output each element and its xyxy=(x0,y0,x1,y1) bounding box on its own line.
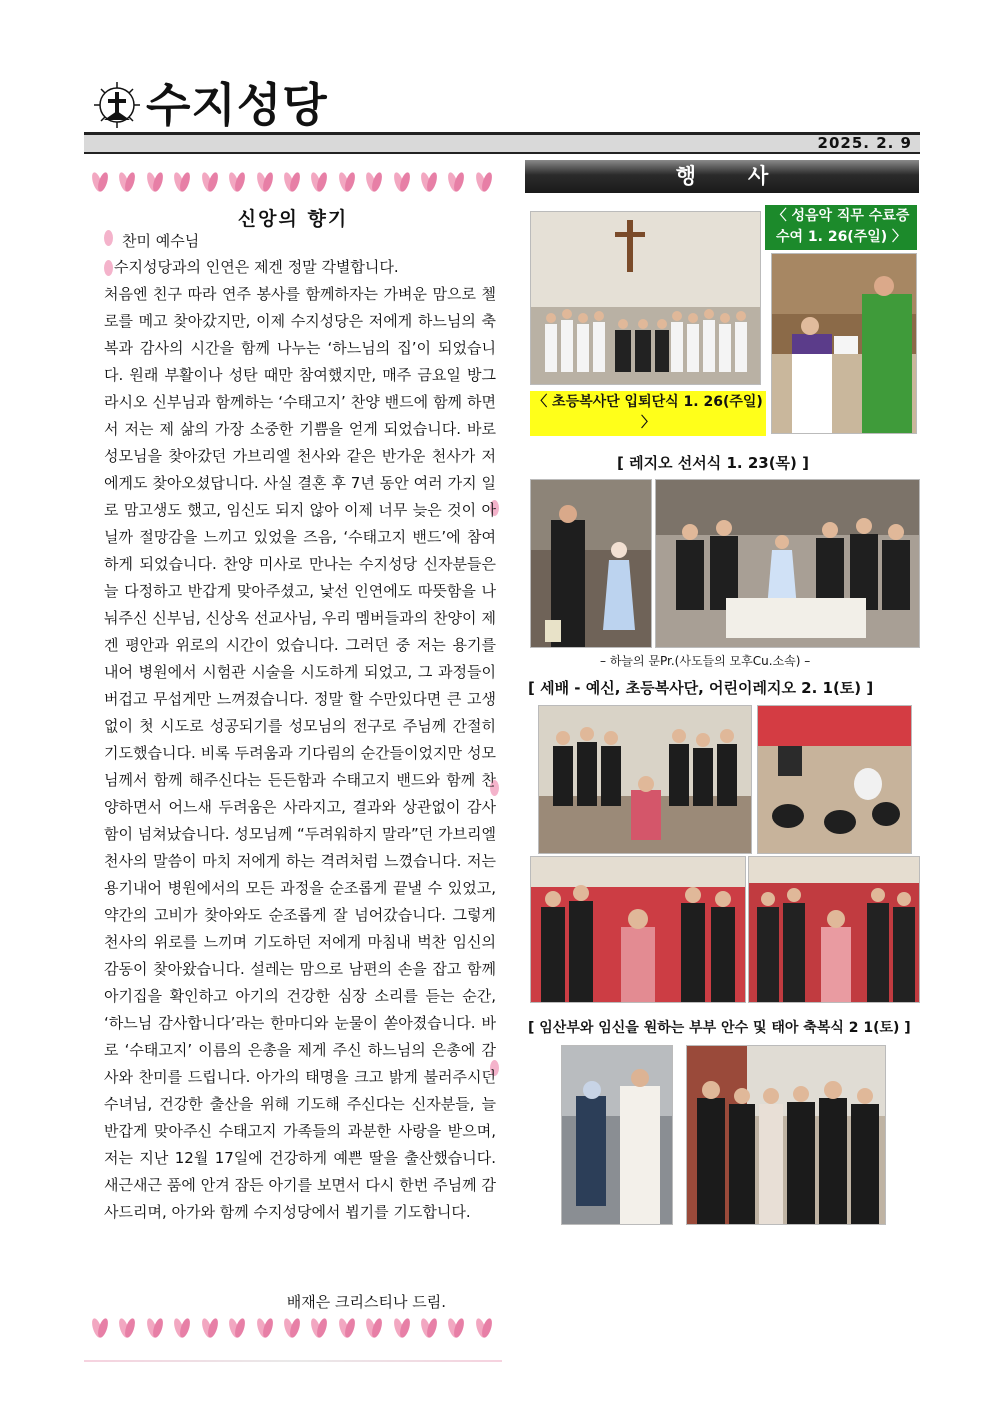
petal-icon xyxy=(174,1316,190,1342)
petal-icon xyxy=(229,170,245,196)
petal-border-top xyxy=(92,166,492,200)
petal-icon xyxy=(202,170,218,196)
photo-choir-certificate xyxy=(771,253,917,434)
petal-icon xyxy=(257,170,273,196)
essay-paragraph: 수지성당과의 인연은 제겐 정말 각별합니다. xyxy=(114,258,399,276)
essay-section xyxy=(84,160,502,1365)
petal-icon xyxy=(476,1316,492,1342)
photo-altar-servers xyxy=(530,211,761,385)
petal-icon xyxy=(257,1316,273,1342)
petal-icon xyxy=(284,170,300,196)
petal-icon xyxy=(476,170,492,196)
petal-icon xyxy=(421,170,437,196)
petal-icon xyxy=(147,170,163,196)
photo-legio-crowning xyxy=(530,479,652,648)
caption-choir-certificate: 〈 성음악 직무 수료증 수여 1. 26(주일) 〉 xyxy=(765,205,917,250)
petal-icon xyxy=(448,170,464,196)
petal-icon xyxy=(339,1316,355,1342)
petal-icon xyxy=(448,1316,464,1342)
issue-date: 2025. 2. 9 xyxy=(817,134,912,152)
petal-border-bottom xyxy=(92,1312,492,1346)
petal-icon xyxy=(174,170,190,196)
petal-icon xyxy=(104,230,113,246)
petal-icon xyxy=(119,170,135,196)
caption-legio-sub: – 하늘의 문Pr.(사도들의 모후Cu.소속) – xyxy=(600,654,811,668)
essay-body xyxy=(104,254,496,1226)
petal-icon xyxy=(229,1316,245,1342)
petal-icon xyxy=(311,1316,327,1342)
petal-icon xyxy=(92,1316,108,1342)
photo-sebae-group-1 xyxy=(538,705,752,854)
photo-legio-group xyxy=(655,479,920,648)
masthead xyxy=(84,70,920,136)
events-header-label: 행사 xyxy=(675,164,821,188)
essay-paragraph: 처음엔 친구 따라 연주 봉사를 함께하자는 가벼운 맘으로 첼로를 메고 찾아갔지만, 이제 수지성당은 저에게 하느님의 축복과 감사의 시간을 함께 나누는 ‘하느님의 집’이 되었습니다. 원래 부활이나 성탄 때만 참여했지만, 매주 금요일 방그라시오 신부님과 함께하는 ‘수태고지’ 찬양 밴드에 함께 하면서 저는 제 삶의 가장 소중한 기쁨을 얻게 되었습니다. 바로 성모님을 찾아갔던 가브리엘 천사와 같은 반가운 천사가 저에게도 찾아오셨답니다. 사실 결혼 후 7년 동안 여러 가지 일로 맘고생도 했고, 임신도 되지 않아 이제 너무 늦은 것이 아닐까 절망감을 느끼고 있었을 즈음, ‘수태고지 밴드’에 참여하게 되었습니다. 찬양 미사로 만나는 수지성당 신자분들은 늘 다정하고 반갑게 맞아주셨고, 낯선 인연에도 따뜻함을 나눠주신 신부님, 신상옥 선교사님, 우리 멤버들과의 찬양이 제겐 평안과 위로의 시간이 었습니다. 그러던 중 저는 용기를 내어 병원에서 시험관 시술을 시도하게 되었고, 그 과정들이 버겁고 무섭게만 느껴졌습니다. 정말 할 수만있다면 큰 고생 없이 첫 시도로 성공되기를 성모님의 전구로 주님께 간절히 기도했습니다. 비록 두려움과 기다림의 순간들이었지만 성모님께서 함께 해주신다는 든든함과 수태고지 밴드와 함께 찬양하면서 어느새 두려움은 사라지고, 결과와 상관없이 감사함이 넘쳐났습니다. 성모님께 “두려워하지 말라”던 가브리엘 천사의 말씀이 마치 저에게 하는 격려처럼 느꼈습니다. 저는 용기내어 병원에서의 모든 과정을 순조롭게 끝낼 수 있었고, 약간의 고비가 찾아와도 순조롭게 잘 넘어갔습니다. 그렇게 천사의 위로를 느끼며 기도하던 저에게 마침내 벅찬 임신의 감동이 찾아왔습니다. 설레는 맘으로 남편의 손을 잡고 함께 아기집을 확인하고 아기의 건강한 심장 소리를 듣는 순간, ‘하느님 감사합니다’라는 한마디와 눈물이 쏟아졌습니다. 바로 ‘수태고지’ 이름의 은총을 제게 주신 하느님의 은총에 감사와 찬미를 드립니다. 아가의 태명을 크고 밝게 불러주시던 수녀님, 건강한 출산을 위해 기도해 주신다는 신자분들, 늘 반갑게 맞아주신 수태고지 가족들의 과분한 사랑을 받으며, 저는 지난 12월 17일에 건강하게 예쁜 딸을 출산했습니다. 새근새근 품에 안겨 잠든 아기를 보면서 다시 한번 주님께 감사드리며, 아가와 함께 수지성당에서 뵙기를 기도합니다. xyxy=(104,285,496,1221)
site-title: 수지성당 xyxy=(146,78,328,132)
essay-bottom-divider xyxy=(84,1360,502,1362)
petal-icon xyxy=(366,170,382,196)
essay-signature: 배재은 크리스티나 드림. xyxy=(286,1293,446,1311)
caption-blessing: [ 임산부와 임신을 원하는 부부 안수 및 태아 축복식 2 1(토) ] xyxy=(528,1020,911,1036)
petal-icon xyxy=(284,1316,300,1342)
essay-title: 신앙의 향기 xyxy=(237,208,349,230)
petal-icon xyxy=(119,1316,135,1342)
petal-icon xyxy=(311,170,327,196)
essay-greeting: 찬미 예수님 xyxy=(122,232,200,250)
petal-icon xyxy=(394,170,410,196)
photo-sebae-group-3 xyxy=(748,856,920,1003)
caption-legio: [ 레지오 선서식 1. 23(목) ] xyxy=(617,454,809,472)
petal-icon xyxy=(339,170,355,196)
photo-sebae-group-2 xyxy=(530,856,746,1003)
photo-blessing-couples xyxy=(686,1045,886,1225)
caption-altar-servers: 〈 초등복사단 입퇴단식 1. 26(주일) 〉 xyxy=(530,391,766,436)
photo-blessing-laying-hands xyxy=(561,1045,673,1225)
petal-icon xyxy=(366,1316,382,1342)
church-cross-logo-icon xyxy=(92,80,142,130)
petal-icon xyxy=(394,1316,410,1342)
events-header xyxy=(525,160,919,193)
petal-icon xyxy=(147,1316,163,1342)
caption-new-year-bow: [ 세배 - 예신, 초등복사단, 어린이레지오 2. 1(토) ] xyxy=(528,679,874,697)
petal-icon xyxy=(92,170,108,196)
photo-sebae-bow xyxy=(757,705,912,854)
date-bar xyxy=(84,135,920,154)
petal-icon xyxy=(202,1316,218,1342)
petal-icon xyxy=(421,1316,437,1342)
